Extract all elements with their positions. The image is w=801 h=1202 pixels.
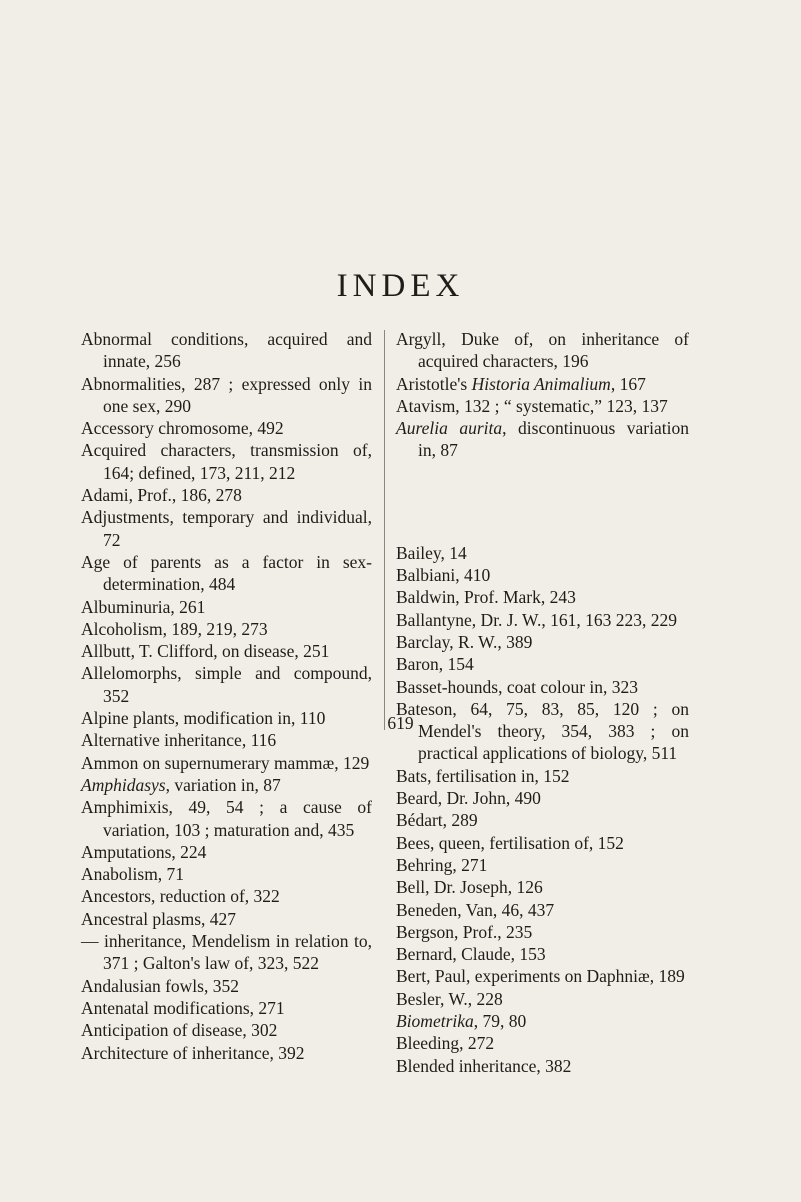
index-entry: Amphimixis, 49, 54 ; a cause of variation, 103 ; maturation and, 435 — [81, 797, 372, 840]
index-entry: Aristotle's Historia Animalium, 167 — [396, 373, 646, 394]
index-entry: Amputations, 224 — [81, 841, 207, 862]
index-entry: Ballantyne, Dr. J. W., 161, 163 223, 229 — [396, 609, 677, 630]
index-entry: Baldwin, Prof. Mark, 243 — [396, 587, 576, 608]
index-entry: Accessory chromosome, 492 — [81, 418, 284, 439]
index-entry: Alcoholism, 189, 219, 273 — [81, 618, 268, 639]
index-entry: Bergson, Prof., 235 — [396, 921, 533, 942]
index-entry: Abnormalities, 287 ; expressed only in one sex, 290 — [81, 373, 372, 416]
index-entry: Behring, 271 — [396, 854, 488, 875]
index-entry: Bert, Paul, experiments on Daphniæ, 189 — [396, 966, 685, 987]
index-entry: Abnormal conditions, acquired and innate, 256 — [81, 329, 372, 372]
index-entry: Antenatal modifications, 271 — [81, 997, 285, 1018]
index-entry: Blended inheritance, 382 — [396, 1055, 572, 1076]
index-column-left — [81, 328, 372, 1064]
index-entry: Ancestors, reduction of, 322 — [81, 886, 280, 907]
index-entry: Bleeding, 272 — [396, 1033, 495, 1054]
index-entry: Allelomorphs, simple and compound, 352 — [81, 663, 372, 706]
index-entry: Alpine plants, modification in, 110 — [81, 708, 326, 729]
index-entry: Allbutt, T. Clifford, on disease, 251 — [81, 641, 330, 662]
page-title: INDEX — [336, 268, 465, 304]
index-entry: Ammon on supernumerary mammæ, 129 — [81, 752, 370, 773]
index-entry: Biometrika, 79, 80 — [396, 1011, 527, 1032]
index-entry: Balbiani, 410 — [396, 565, 491, 586]
index-entry: Atavism, 132 ; “ systematic,” 123, 137 — [396, 395, 668, 416]
index-entry: Beard, Dr. John, 490 — [396, 788, 541, 809]
index-entry: Bernard, Claude, 153 — [396, 944, 546, 965]
index-entry: Basset-hounds, coat colour in, 323 — [396, 676, 639, 697]
index-entry: Bees, queen, fertilisation of, 152 — [396, 832, 624, 853]
page-number: 619 — [387, 713, 414, 733]
index-entry: — inheritance, Mendelism in relation to, 371 ; Galton's law of, 323, 522 — [81, 931, 372, 974]
index-entry: Ancestral plasms, 427 — [81, 908, 237, 929]
index-entry: Barclay, R. W., 389 — [396, 631, 533, 652]
index-entry: Anticipation of disease, 302 — [81, 1020, 278, 1041]
column-divider — [384, 330, 385, 730]
index-entry: Andalusian fowls, 352 — [81, 975, 239, 996]
index-entry: Bateson, 64, 75, 83, 85, 120 ; on Mendel's theory, 354, 383 ; on practical applications of biology, 511 — [396, 698, 689, 764]
index-entry: Anabolism, 71 — [81, 864, 185, 885]
index-column-right — [396, 328, 689, 1077]
index-entry: Adjustments, temporary and individual, 72 — [81, 507, 372, 550]
index-entry: Besler, W., 228 — [396, 988, 503, 1009]
index-entry: Acquired characters, transmission of, 164; defined, 173, 211, 212 — [81, 440, 372, 483]
index-entry: Age of parents as a factor in sex-determination, 484 — [81, 551, 372, 595]
index-entry: Bédart, 289 — [396, 810, 478, 831]
index-entry: Bell, Dr. Joseph, 126 — [396, 877, 543, 898]
index-entry: Bats, fertilisation in, 152 — [396, 765, 570, 786]
index-entry: Beneden, Van, 46, 437 — [396, 899, 555, 920]
index-entry: Bailey, 14 — [396, 542, 467, 563]
index-entry: Adami, Prof., 186, 278 — [81, 485, 242, 506]
index-entry: Aurelia aurita, discontinuous variation in, 87 — [396, 418, 689, 461]
index-entry: Alternative inheritance, 116 — [81, 730, 277, 751]
index-entry: Argyll, Duke of, on inheritance of acquired characters, 196 — [396, 329, 689, 372]
index-entry: Albuminuria, 261 — [81, 596, 206, 617]
index-entry: Baron, 154 — [396, 654, 474, 675]
index-entry: Architecture of inheritance, 392 — [81, 1042, 305, 1063]
index-entry: Amphidasys, variation in, 87 — [81, 774, 281, 795]
